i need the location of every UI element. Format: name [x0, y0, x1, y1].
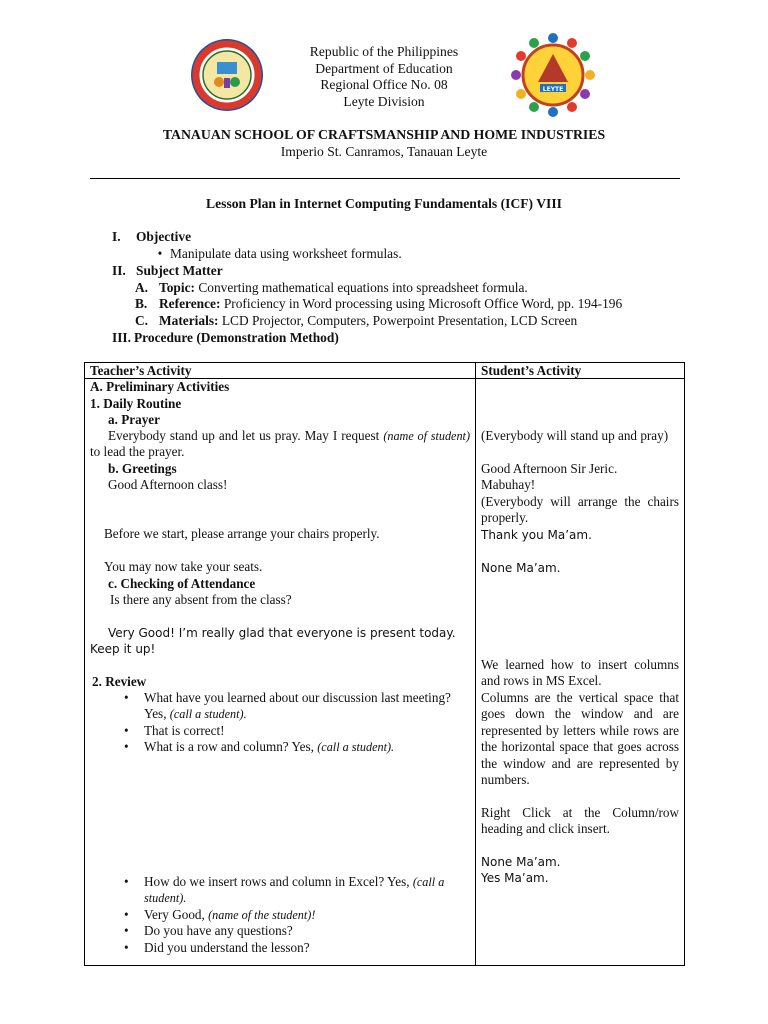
- table-column-divider: [475, 362, 476, 966]
- reference-letter: B.: [135, 296, 148, 311]
- review-list: [90, 690, 470, 756]
- very-good-text: Very Good! I’m really glad that everyone is present today. Keep it up!: [90, 626, 456, 657]
- header-line: Leyte Division: [343, 93, 425, 109]
- student-mabuhay: Mabuhay!: [481, 477, 536, 492]
- review-list-2: [90, 874, 470, 956]
- procedure-number: III.: [112, 330, 131, 345]
- student-greeting: Good Afternoon Sir Jeric.: [481, 461, 618, 476]
- review-item-note: (name of the student)!: [208, 907, 316, 922]
- review-item-note: (call a student).: [144, 875, 445, 906]
- prayer-name-placeholder: (name of student): [383, 429, 471, 443]
- division-logo-text: LEYTE: [542, 86, 564, 93]
- school-name: TANAUAN SCHOOL OF CRAFTSMANSHIP AND HOME INDUSTRIES: [162, 127, 606, 142]
- subject-heading: [112, 263, 223, 280]
- materials-line: [135, 313, 577, 330]
- review-item-text: That is correct!: [144, 722, 225, 738]
- take-seats-text: You may now take your seats.: [104, 559, 263, 574]
- student-pray: (Everybody will stand up and pray): [481, 428, 669, 443]
- review-item: • Very Good, (name of the student)!: [124, 906, 316, 922]
- review-item: • How do we insert rows and column in Excel? Yes, (call a student).: [124, 874, 445, 906]
- student-columns-answer: Columns are the vertical space that goes down the window and are represented by letters while rows are the horizontal space that goes across the window and are represented by numbers.: [481, 690, 679, 788]
- materials-text: LCD Projector, Computers, Powerpoint Presentation, LCD Screen: [218, 313, 578, 328]
- student-none-questions: None Ma’am.: [481, 855, 561, 869]
- subject-label: Subject Matter: [136, 263, 223, 278]
- topic-line: [135, 280, 528, 297]
- student-yes: Yes Ma’am.: [481, 871, 549, 885]
- objective-heading: [112, 229, 191, 246]
- attendance-text: Is there any absent from the class?: [110, 592, 292, 607]
- objective-number: I.: [112, 229, 121, 244]
- objective-item: [150, 246, 402, 263]
- review-item: • That is correct!: [124, 722, 225, 738]
- objective-item-text: Manipulate data using worksheet formulas.: [170, 246, 402, 261]
- header-line: Regional Office No. 08: [320, 77, 448, 92]
- objective-label: Objective: [136, 229, 192, 244]
- review-item: • Do you have any questions?: [124, 923, 293, 939]
- subject-number: II.: [112, 263, 126, 278]
- reference-text: Proficiency in Word processing using Microsoft Office Word, pp. 194-196: [220, 296, 623, 311]
- prayer-heading: a. Prayer: [108, 412, 160, 427]
- review-item-text: What have you learned about our discussion last meeting? Yes,: [144, 690, 451, 722]
- review-item-text: Do you have any questions?: [144, 923, 293, 939]
- procedure-heading: [112, 330, 339, 347]
- procedure-label: Procedure (Demonstration Method): [134, 330, 339, 345]
- teacher-activity-header: Teacher’s Activity: [90, 363, 192, 378]
- header-lines: [0, 44, 768, 110]
- reference-label: Reference:: [159, 296, 221, 311]
- topic-text: Converting mathematical equations into spreadsheet formula.: [194, 280, 528, 295]
- attendance-heading: c. Checking of Attendance: [108, 576, 256, 591]
- review-item: • Did you understand the lesson?: [124, 939, 310, 955]
- greetings-heading: b. Greetings: [108, 461, 177, 476]
- review-heading: 2. Review: [92, 674, 147, 689]
- bullet: •: [157, 246, 163, 261]
- header-divider: [90, 178, 680, 179]
- student-right-click: Right Click at the Column/row heading and click insert.: [481, 805, 679, 837]
- review-item: • What have you learned about our discussion last meeting? Yes, (call a student).: [124, 690, 451, 722]
- preliminary-activities-heading: A. Preliminary Activities: [90, 379, 230, 394]
- topic-letter: A.: [135, 280, 149, 295]
- review-item-note: (call a student).: [169, 707, 247, 722]
- prayer-text-part: Everybody stand up and let us pray. May I request: [108, 428, 384, 443]
- materials-letter: C.: [135, 313, 149, 328]
- student-activity-header: Student’s Activity: [481, 363, 582, 378]
- review-item: • What is a row and column? Yes, (call a student).: [124, 739, 395, 755]
- header-line: Department of Education: [315, 60, 453, 76]
- student-arrange: (Everybody will arrange the chairs properly.: [481, 494, 679, 526]
- student-none-absent: None Ma’am.: [481, 561, 561, 575]
- prayer-text-part: to lead the prayer.: [90, 444, 185, 460]
- review-item-text: Very Good,: [144, 906, 209, 922]
- review-item-text: Did you understand the lesson?: [144, 939, 310, 955]
- student-thanks: Thank you Ma’am.: [481, 528, 592, 542]
- topic-label: Topic:: [159, 280, 195, 295]
- lesson-plan-title: Lesson Plan in Internet Computing Fundamentals (ICF) VIII: [206, 196, 562, 211]
- materials-label: Materials:: [159, 313, 219, 328]
- prayer-text: [90, 428, 470, 461]
- reference-line: [135, 296, 622, 313]
- daily-routine-heading: 1. Daily Routine: [90, 396, 182, 411]
- arrange-chairs-text: Before we start, please arrange your chairs properly.: [104, 526, 380, 541]
- review-item-note: (call a student).: [317, 740, 395, 755]
- review-item-text: How do we insert rows and column in Excel? Yes,: [144, 874, 413, 889]
- header-line: Republic of the Philippines: [309, 44, 459, 59]
- review-item-text: What is a row and column? Yes,: [144, 739, 318, 755]
- school-address: Imperio St. Canramos, Tanauan Leyte: [280, 144, 488, 159]
- student-learned: We learned how to insert columns and rows in MS Excel.: [481, 657, 679, 689]
- greetings-text: Good Afternoon class!: [108, 477, 228, 492]
